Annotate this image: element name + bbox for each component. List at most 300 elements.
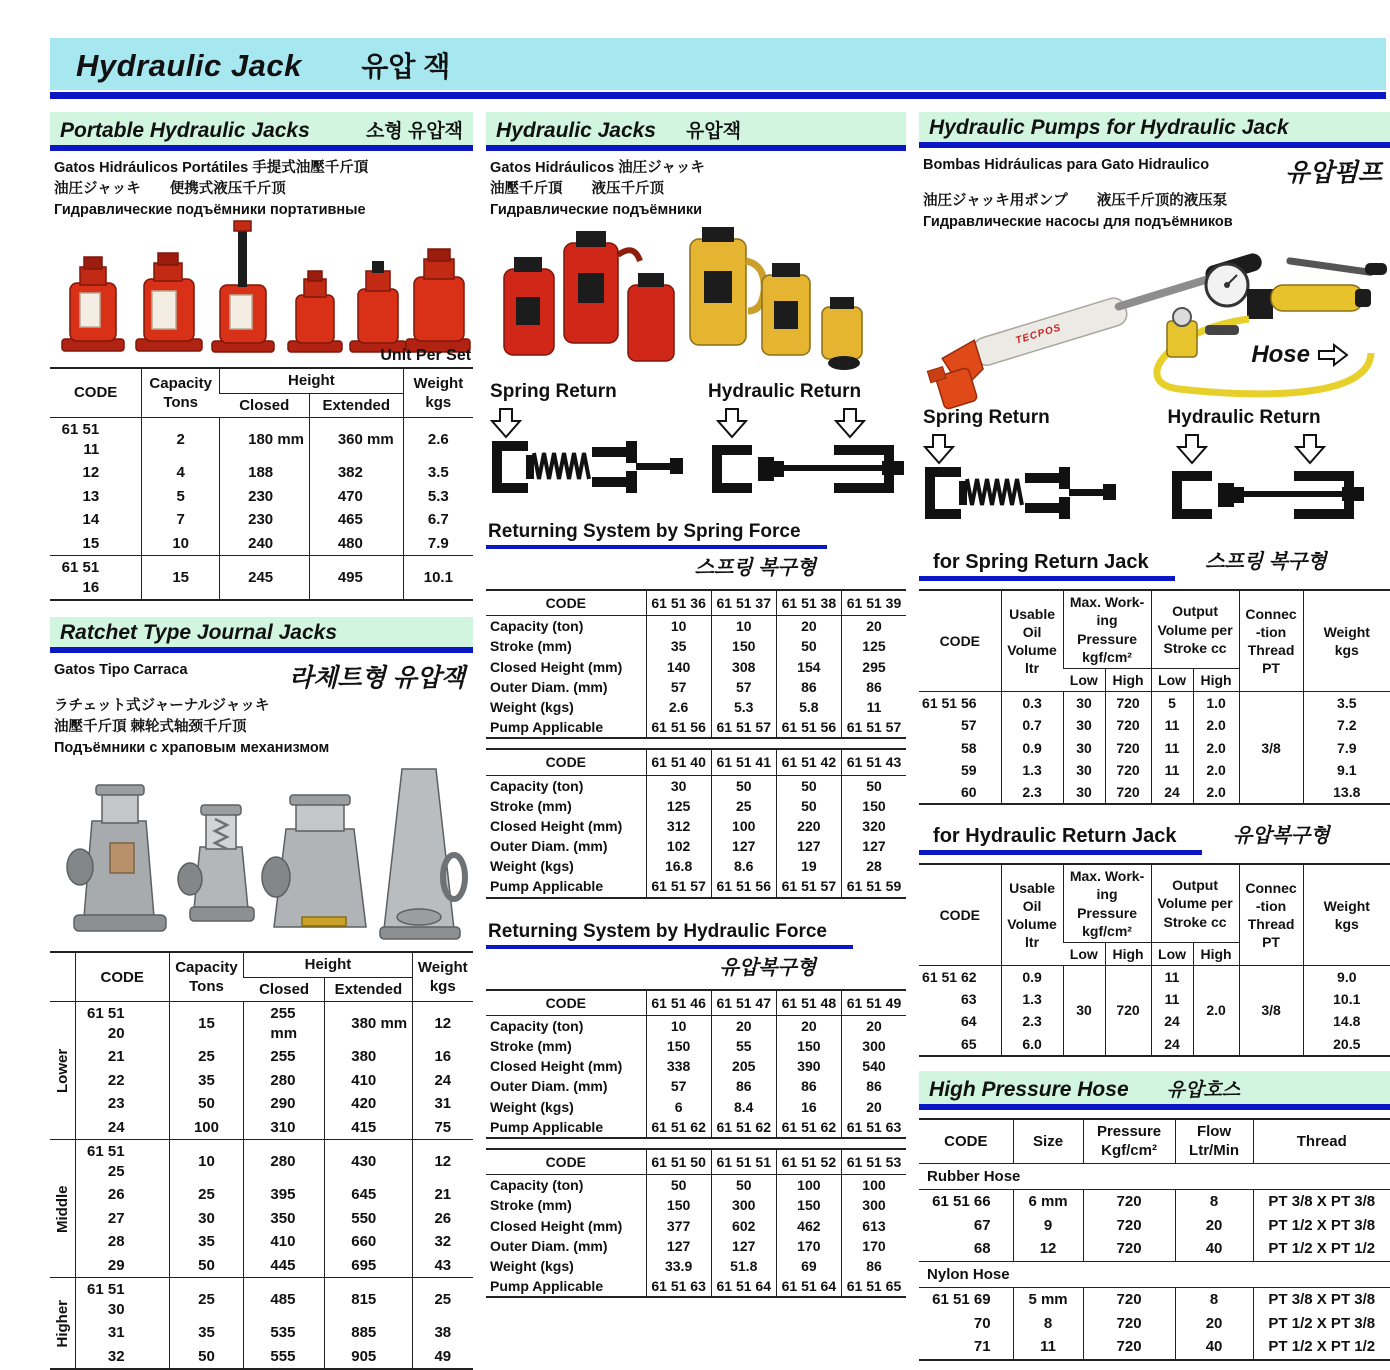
col-header-max-pressure xyxy=(1063,590,1151,668)
table-cell: 61 51 47 xyxy=(711,990,776,1016)
spring-return-block xyxy=(919,407,1145,531)
heading-text: Hydraulic Jacks xyxy=(496,119,656,142)
hydraulic-pumps-heading xyxy=(919,112,1390,148)
col-header-connection-thread xyxy=(1239,590,1303,691)
table-cell: 465 xyxy=(309,508,403,532)
portable-jacks-photo xyxy=(50,221,473,367)
col-header-extended: Extended xyxy=(325,977,412,1002)
table-cell: 350 xyxy=(244,1207,325,1231)
table-cell: 61 51 65 xyxy=(841,1276,906,1297)
header-line: kgf/cm² xyxy=(1082,648,1132,665)
table-cell: 205 xyxy=(711,1056,776,1076)
spring-return-diagram xyxy=(919,431,1119,526)
header-line: Weight xyxy=(413,374,464,392)
table-cell: 60 xyxy=(960,783,977,800)
table-cell: 5 xyxy=(1151,692,1193,715)
table-cell: 8.4 xyxy=(711,1097,776,1117)
table-cell: 0.7 xyxy=(1001,714,1063,736)
table-cell: 11 xyxy=(841,697,906,717)
table-cell: 61 51 36 xyxy=(646,590,711,616)
table-cell: Pump Applicable xyxy=(490,1278,604,1295)
table-cell: 20 xyxy=(776,1015,841,1036)
hydraulic-jacks-table-1-body xyxy=(486,990,906,1138)
table-cell: 150 xyxy=(646,1195,711,1215)
hydraulic-jacks-table-1 xyxy=(486,989,906,1139)
table-cell: 2.6 xyxy=(403,418,473,462)
table-cell: 61 51 56 xyxy=(711,876,776,897)
col-header-weight xyxy=(412,952,473,1002)
table-cell: 30 xyxy=(169,1207,244,1231)
header-line: kgs xyxy=(1334,642,1359,659)
table-cell: 300 xyxy=(711,1195,776,1215)
table-row xyxy=(486,636,906,656)
heading-korean: 유압잭 xyxy=(685,121,742,142)
spring-return-pumps-table-body xyxy=(919,692,1390,804)
table-cell: 11 xyxy=(1151,988,1193,1010)
table-cell: 150 xyxy=(711,636,776,656)
table-cell: 180 mm xyxy=(220,418,310,462)
title-text: for Hydraulic Return Jack xyxy=(919,825,1202,855)
col-header-output-volume xyxy=(1151,590,1239,668)
table-cell: 11 xyxy=(1151,714,1193,736)
table-cell: 430 xyxy=(325,1140,412,1184)
table-cell: 70 xyxy=(973,1314,991,1332)
header-line: Flow xyxy=(1196,1122,1232,1140)
table-row xyxy=(919,759,1390,781)
table-cell: 11 xyxy=(1151,759,1193,781)
table-cell: 59 xyxy=(960,761,977,778)
table-cell: 50 xyxy=(776,775,841,796)
table-cell: 16.8 xyxy=(646,856,711,876)
table-cell: 35 xyxy=(169,1321,244,1345)
title-underline xyxy=(50,92,1386,99)
table-cell: 10 xyxy=(646,1015,711,1036)
header-line: Stroke cc xyxy=(1163,639,1227,656)
table-cell: 35 xyxy=(169,1230,244,1254)
table-cell: 390 xyxy=(776,1056,841,1076)
table-cell: Capacity (ton) xyxy=(490,1017,584,1034)
table-cell: 20 xyxy=(841,616,906,637)
table-cell: 86 xyxy=(776,1076,841,1096)
table-cell: 382 xyxy=(309,461,403,485)
table-cell: 35 xyxy=(169,1069,244,1093)
table-cell: 12 xyxy=(82,464,100,482)
col-header-extended: Extended xyxy=(309,393,403,418)
table-row xyxy=(50,1116,473,1140)
table-cell: 30 xyxy=(1063,692,1105,715)
table-row xyxy=(486,1056,906,1076)
col-header-weight xyxy=(1303,590,1390,691)
table-row xyxy=(486,1076,906,1096)
col-header-code: CODE xyxy=(919,590,1001,691)
table-cell: 14 xyxy=(82,511,100,529)
table-cell: 30 xyxy=(1063,737,1105,759)
table-cell: 905 xyxy=(325,1345,412,1370)
table-cell: 1.0 xyxy=(1193,692,1239,715)
table-row xyxy=(50,418,473,462)
table-row xyxy=(919,1214,1390,1238)
lang-line: Gatos Tipo Carraca xyxy=(54,662,188,679)
table-cell: 6 xyxy=(646,1097,711,1117)
heading-text: Portable Hydraulic Jacks xyxy=(60,119,310,142)
table-cell: 30 xyxy=(1063,781,1105,804)
ratchet-jacks-table xyxy=(50,951,473,1370)
hydraulic-pumps-photo xyxy=(919,233,1390,397)
table-row xyxy=(486,677,906,697)
lang-line: Bombas Hidráulicas para Gato Hidraulico xyxy=(923,157,1210,173)
table-cell: 31 xyxy=(107,1324,125,1342)
header-line: Volume per xyxy=(1157,621,1233,638)
table-cell: PT 3/8 X PT 3/8 xyxy=(1253,1288,1390,1312)
table-row xyxy=(50,556,473,601)
table-cell: 26 xyxy=(107,1186,125,1204)
table-row xyxy=(50,1002,473,1046)
section-hydraulic-jacks xyxy=(486,112,906,1370)
table-cell: 50 xyxy=(841,775,906,796)
table-cell: 170 xyxy=(841,1236,906,1256)
table-cell: 57 xyxy=(960,717,977,734)
table-cell: 25 xyxy=(169,1183,244,1207)
lang-line: 油圧ジャッキ用ポンプ 液压千斤顶的液压泵 xyxy=(923,193,1228,210)
hydraulic-jacks-languages xyxy=(490,158,904,221)
table-cell: 360 mm xyxy=(309,418,403,462)
table-cell: 338 xyxy=(646,1056,711,1076)
table-cell: 21 xyxy=(412,1183,473,1207)
table-cell: 61 51 53 xyxy=(841,1149,906,1175)
table-cell: 61 51 41 xyxy=(711,749,776,775)
table-cell: 63 xyxy=(960,991,977,1008)
table-cell: 25 xyxy=(412,1278,473,1322)
table-cell: Closed Height (mm) xyxy=(490,658,623,675)
col-header-usable-oil xyxy=(1001,590,1063,691)
table-row xyxy=(486,697,906,717)
table-cell: 16 xyxy=(412,1045,473,1069)
table-cell: 32 xyxy=(107,1347,125,1365)
header-line: ing Pressure xyxy=(1077,612,1138,647)
header-line: Tons xyxy=(189,978,224,996)
table-cell: 11 xyxy=(1151,966,1193,989)
table-cell: 255 xyxy=(244,1045,325,1069)
table-cell: 61 51 64 xyxy=(711,1276,776,1297)
table-cell: 0.9 xyxy=(1001,737,1063,759)
table-cell: 125 xyxy=(646,796,711,816)
table-cell: 245 xyxy=(220,556,310,601)
table-cell: Outer Diam. (mm) xyxy=(490,838,608,855)
heading-korean: 소형 유압잭 xyxy=(365,121,464,142)
table-cell: 480 xyxy=(309,532,403,556)
col-header-high: High xyxy=(1193,669,1239,692)
table-cell: Weight (kgs) xyxy=(490,698,574,715)
lang-line: Gatos Hidráulicos 油圧ジャッキ xyxy=(490,160,705,176)
header-line: Volume per xyxy=(1157,895,1233,912)
table-row xyxy=(919,737,1390,759)
table-cell: 295 xyxy=(841,657,906,677)
table-cell: 4 xyxy=(142,461,220,485)
lang-line: ラチェット式ジャーナルジャッキ xyxy=(54,698,270,715)
table-cell: 61 51 48 xyxy=(776,990,841,1016)
high-pressure-hose-table xyxy=(919,1118,1390,1361)
table-cell: 6.0 xyxy=(1001,1033,1063,1056)
table-cell: 50 xyxy=(711,1175,776,1196)
table-cell: 15 xyxy=(169,1002,244,1046)
table-cell: 9.1 xyxy=(1303,759,1390,781)
hydraulic-return-pumps-table xyxy=(919,863,1390,1057)
table-cell: 2.0 xyxy=(1193,966,1239,1056)
table-cell: 11 xyxy=(1151,737,1193,759)
table-cell: 64 xyxy=(960,1013,977,1030)
table-cell: 50 xyxy=(646,1175,711,1196)
table-cell: 61 51 39 xyxy=(841,590,906,616)
table-cell: 415 xyxy=(325,1116,412,1140)
table-cell: 61 51 20 xyxy=(75,1002,169,1046)
table-cell: Nylon Hose xyxy=(919,1261,1390,1288)
table-cell: 240 xyxy=(220,532,310,556)
table-cell: CODE xyxy=(486,749,646,775)
table-cell: 230 xyxy=(220,485,310,509)
table-cell: 12 xyxy=(1013,1237,1083,1261)
col-header-low: Low xyxy=(1151,669,1193,692)
table-row xyxy=(50,1069,473,1093)
table-cell: Rubber Hose xyxy=(919,1163,1390,1190)
table-row xyxy=(486,1149,906,1175)
table-cell: 20 xyxy=(711,1015,776,1036)
table-cell: 2.0 xyxy=(1193,714,1239,736)
table-cell: 100 xyxy=(776,1175,841,1196)
table-cell: 61 51 43 xyxy=(841,749,906,775)
col-header-code: CODE xyxy=(919,1119,1013,1164)
table-cell: 445 xyxy=(244,1254,325,1278)
table-cell: 815 xyxy=(325,1278,412,1322)
table-cell: Closed Height (mm) xyxy=(490,1217,623,1234)
table-cell: 43 xyxy=(412,1254,473,1278)
table-cell: 19 xyxy=(776,856,841,876)
table-cell: 127 xyxy=(711,1236,776,1256)
table-cell: 24 xyxy=(412,1069,473,1093)
spring-return-label: Spring Return xyxy=(923,407,1050,429)
lang-line: Гидравлические насосы для подъёмников xyxy=(923,214,1233,231)
table-cell: PT 1/2 X PT 1/2 xyxy=(1253,1335,1390,1360)
table-cell: 22 xyxy=(107,1071,125,1089)
table-cell: Middle xyxy=(50,1140,75,1278)
table-cell: 61 51 57 xyxy=(841,717,906,738)
table-cell: 5.8 xyxy=(776,697,841,717)
spring-jacks-table-1 xyxy=(486,589,906,739)
col-header-capacity xyxy=(169,952,244,1002)
table-cell: Stroke (mm) xyxy=(490,797,572,814)
hose-label-text: Hose xyxy=(1251,341,1310,369)
table-cell: 885 xyxy=(325,1321,412,1345)
table-row xyxy=(919,692,1390,715)
header-line: Kgf/cm² xyxy=(1101,1142,1157,1160)
title-korean: 스프링 복구형 xyxy=(1205,551,1327,574)
table-cell: 61 51 50 xyxy=(646,1149,711,1175)
table-cell: 61 51 56 xyxy=(646,717,711,738)
table-cell: 8 xyxy=(1175,1190,1253,1214)
table-row xyxy=(486,796,906,816)
table-cell: CODE xyxy=(486,1149,646,1175)
header-line: Usable xyxy=(1009,605,1055,622)
table-cell: 50 xyxy=(169,1092,244,1116)
table-cell: 12 xyxy=(412,1140,473,1184)
table-cell: Stroke (mm) xyxy=(490,1197,572,1214)
hydraulic-jacks-table-2 xyxy=(486,1148,906,1298)
table-row xyxy=(50,1230,473,1254)
header-line: ing Pressure xyxy=(1077,886,1138,921)
table-cell: 6.7 xyxy=(403,508,473,532)
table-row xyxy=(486,590,906,616)
table-row xyxy=(50,461,473,485)
col-header-weight xyxy=(403,368,473,418)
col-header-pressure xyxy=(1083,1119,1175,1164)
header-line: Ltr/Min xyxy=(1189,1142,1240,1160)
table-cell: 57 xyxy=(646,677,711,697)
portable-jacks-table xyxy=(50,367,473,601)
pump-brand-label: TECPOS xyxy=(1014,322,1063,347)
table-cell: 51.8 xyxy=(711,1256,776,1276)
spring-return-jack-title xyxy=(919,545,1390,581)
table-cell: 5.3 xyxy=(711,697,776,717)
table-cell: Capacity (ton) xyxy=(490,1177,584,1194)
table-cell: 3.5 xyxy=(403,461,473,485)
cylinder-jacks-illustration xyxy=(486,221,886,371)
table-row xyxy=(919,988,1390,1010)
hydraulic-jacks-table-2-body xyxy=(486,1149,906,1297)
table-cell: PT 3/8 X PT 3/8 xyxy=(1253,1190,1390,1214)
table-cell: 38 xyxy=(412,1321,473,1345)
header-line: -tion xyxy=(1255,624,1287,641)
table-cell: 3/8 xyxy=(1239,692,1303,804)
table-cell: 20 xyxy=(776,616,841,637)
table-cell: 65 xyxy=(960,1035,977,1052)
table-cell: Stroke (mm) xyxy=(490,1038,572,1055)
table-cell: 30 xyxy=(1063,759,1105,781)
header-line: Connec xyxy=(1245,879,1297,896)
title-text: for Spring Return Jack xyxy=(919,551,1175,581)
table-cell: 25 xyxy=(169,1278,244,1322)
table-cell: 7.2 xyxy=(1303,714,1390,736)
header-line: PT xyxy=(1262,934,1280,951)
table-row xyxy=(50,1045,473,1069)
table-cell: 720 xyxy=(1083,1214,1175,1238)
table-row xyxy=(486,1036,906,1056)
table-cell: 2.0 xyxy=(1193,781,1239,804)
table-cell: 61 51 11 xyxy=(61,421,100,458)
lang-line: 油壓千斤頂 棘轮式轴颈千斤顶 xyxy=(54,719,247,736)
table-row xyxy=(919,1010,1390,1032)
table-cell: 50 xyxy=(776,636,841,656)
title-korean: 유압복구형 xyxy=(1232,825,1330,848)
lang-line-korean: 유압펌프 xyxy=(1285,159,1382,187)
table-row xyxy=(486,1216,906,1236)
hydraulic-return-label: Hydraulic Return xyxy=(708,381,862,403)
table-cell: 645 xyxy=(325,1183,412,1207)
table-cell: 377 xyxy=(646,1216,711,1236)
table-cell: Weight (kgs) xyxy=(490,1098,574,1115)
header-line: kgs xyxy=(429,978,456,996)
table-cell: Pump Applicable xyxy=(490,1118,604,1135)
hydraulic-return-block xyxy=(704,381,909,505)
table-row xyxy=(50,1092,473,1116)
table-cell: 300 xyxy=(841,1195,906,1215)
table-cell: 8 xyxy=(1013,1312,1083,1336)
table-cell: CODE xyxy=(486,990,646,1016)
table-cell: 86 xyxy=(841,677,906,697)
table-cell: 312 xyxy=(646,816,711,836)
table-row xyxy=(50,485,473,509)
header-line: Max. Work- xyxy=(1069,868,1145,885)
table-cell: Pump Applicable xyxy=(490,719,604,736)
table-cell: 100 xyxy=(841,1175,906,1196)
col-header-low: Low xyxy=(1151,942,1193,965)
table-cell: 2.6 xyxy=(646,697,711,717)
table-cell: 280 xyxy=(244,1140,325,1184)
header-line: Usable xyxy=(1009,879,1055,896)
table-cell: 0.3 xyxy=(1001,692,1063,715)
col-header-low: Low xyxy=(1063,669,1105,692)
header-line: Oil xyxy=(1022,624,1042,641)
table-cell: 25 xyxy=(711,796,776,816)
table-cell: 280 xyxy=(244,1069,325,1093)
table-cell: 127 xyxy=(841,836,906,856)
table-cell: 150 xyxy=(776,1195,841,1215)
col-header-group xyxy=(50,952,75,1002)
table-cell: 14.8 xyxy=(1303,1010,1390,1032)
table-cell: 20 xyxy=(841,1097,906,1117)
table-cell: 24 xyxy=(1151,1033,1193,1056)
hose-label xyxy=(1251,341,1348,369)
page-title-banner xyxy=(50,38,1386,90)
section-hydraulic-pumps xyxy=(919,112,1390,1370)
table-row xyxy=(919,1033,1390,1056)
table-row xyxy=(50,1278,473,1322)
table-cell: 23 xyxy=(107,1095,125,1113)
table-cell: Weight (kgs) xyxy=(490,1257,574,1274)
table-cell: 15 xyxy=(142,556,220,601)
table-cell: 1.3 xyxy=(1001,988,1063,1010)
table-cell: 9 xyxy=(1013,1214,1083,1238)
table-cell: 33.9 xyxy=(646,1256,711,1276)
table-row xyxy=(486,1015,906,1036)
table-cell: 10 xyxy=(169,1140,244,1184)
table-cell: 30 xyxy=(646,775,711,796)
spring-jacks-table-1-body xyxy=(486,590,906,738)
lang-line: Гидравлические подъёмники xyxy=(490,202,703,219)
ratchet-jacks-photo xyxy=(50,759,473,951)
col-header-closed: Closed xyxy=(220,393,310,418)
table-cell: 25 xyxy=(169,1045,244,1069)
table-cell: 24 xyxy=(1151,781,1193,804)
table-cell: 71 xyxy=(973,1338,991,1356)
journal-jacks-illustration xyxy=(50,759,470,947)
header-line: Max. Work- xyxy=(1069,594,1145,611)
col-header-high: High xyxy=(1105,669,1151,692)
table-row xyxy=(50,1345,473,1370)
portable-languages xyxy=(54,158,471,221)
title-korean: 스프링 복구형 xyxy=(694,557,817,580)
table-cell: 150 xyxy=(841,796,906,816)
header-line: ltr xyxy=(1025,660,1040,677)
col-header-usable-oil xyxy=(1001,864,1063,965)
table-cell: 61 51 57 xyxy=(776,876,841,897)
table-cell: 61 51 63 xyxy=(841,1117,906,1138)
table-cell: 154 xyxy=(776,657,841,677)
table-cell: 150 xyxy=(776,1036,841,1056)
table-cell: 15 xyxy=(82,534,100,552)
table-cell: 150 xyxy=(646,1036,711,1056)
header-line: kgf/cm² xyxy=(1082,922,1132,939)
hydraulic-force-title xyxy=(486,921,906,980)
page-title: Hydraulic Jack xyxy=(76,48,302,83)
